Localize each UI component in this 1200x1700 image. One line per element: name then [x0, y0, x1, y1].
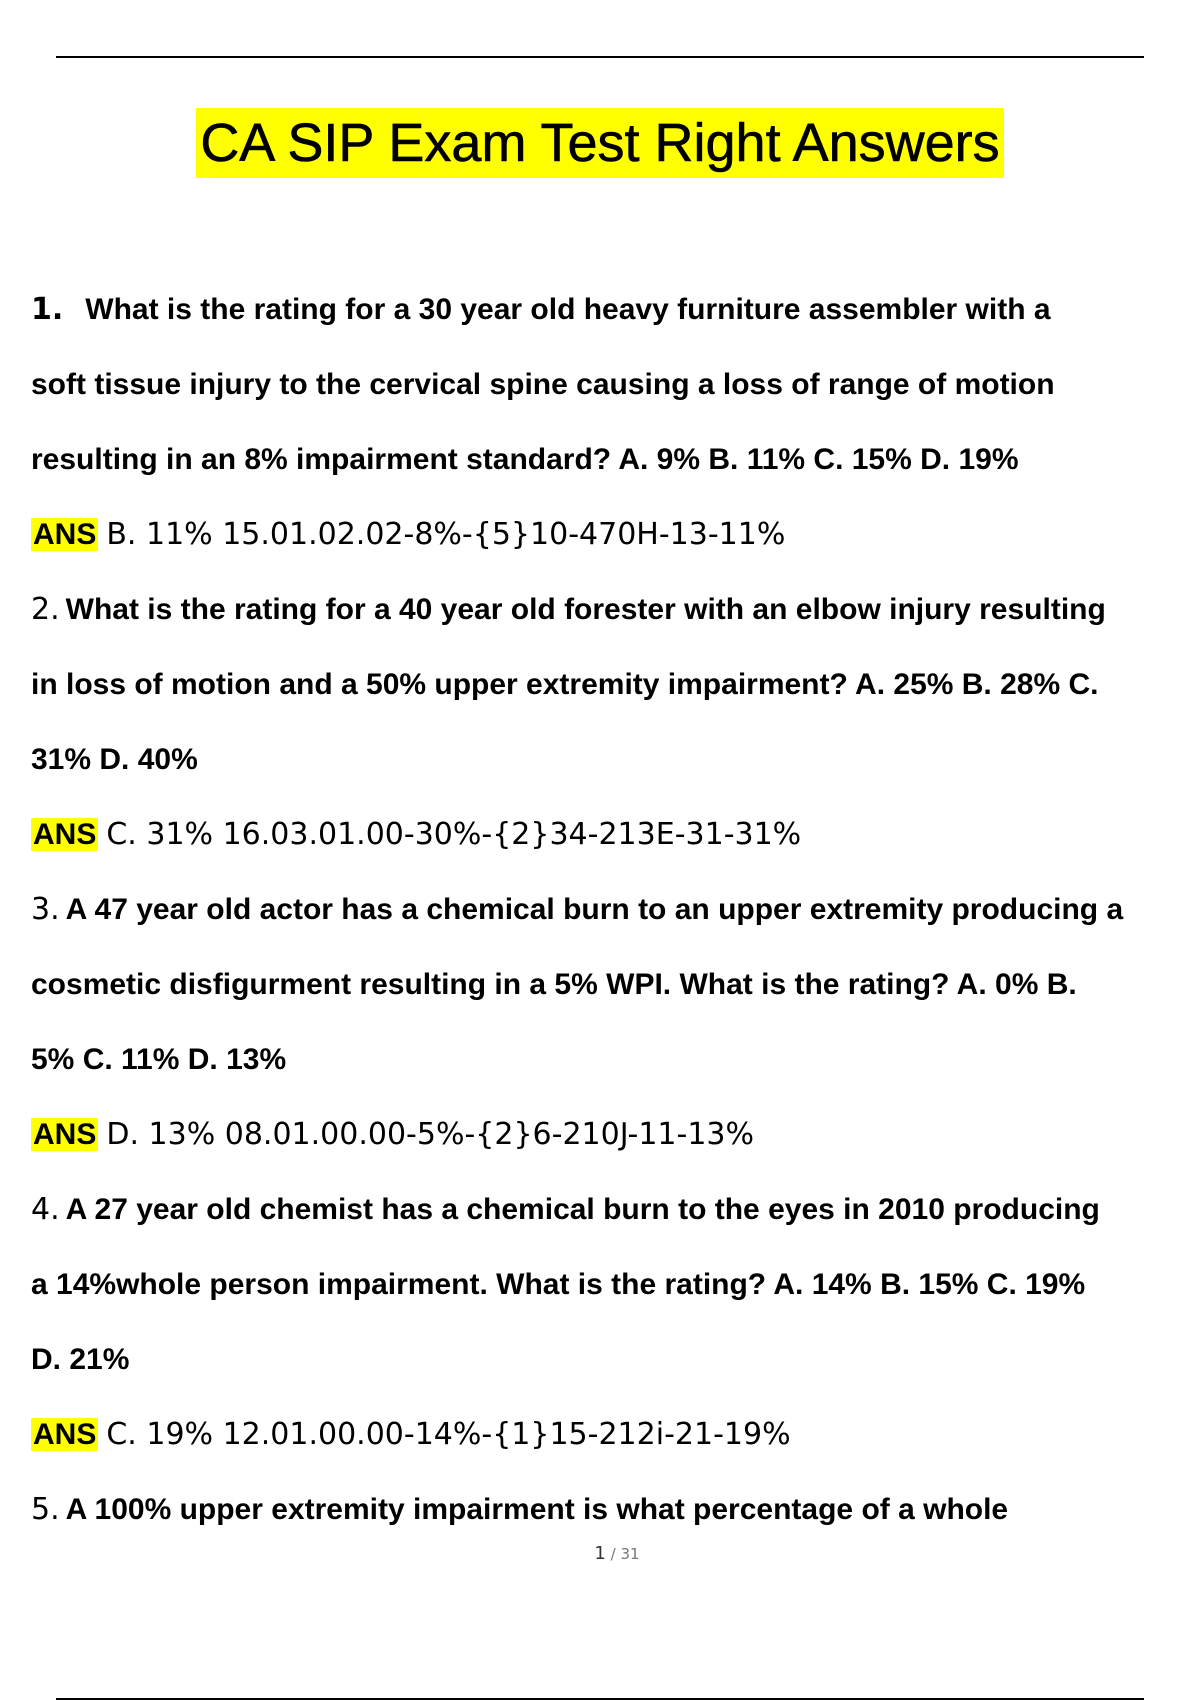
question-5: [31, 1472, 1200, 1547]
page-separator: /: [605, 1545, 621, 1563]
question-text-line: 31% D. 40%: [31, 743, 198, 776]
question-3: [31, 872, 1200, 1097]
question-2: [31, 572, 1200, 797]
question-number: 3.: [31, 892, 60, 927]
answer-text: D. 13% 08.01.00.00-5%-{2}6-210J-11-13%: [106, 1117, 754, 1152]
question-text-line: cosmetic disfigurment resulting in a 5% WPI. What is the rating? A. 0% B.: [31, 968, 1077, 1001]
question-text-line: resulting in an 8% impairment standard? A. 9% B. 11% C. 15% D. 19%: [31, 443, 1019, 476]
current-page: 1: [594, 1543, 606, 1564]
answer-tag: ANS: [33, 818, 97, 851]
answer-4: [31, 1397, 1200, 1472]
question-list: [31, 272, 1200, 1547]
answer-tag: ANS: [33, 518, 97, 551]
top-divider: [56, 56, 1144, 58]
question-text-line: A 27 year old chemist has a chemical burn to the eyes in 2010 producing: [65, 1193, 1100, 1226]
title-container: [0, 108, 1200, 178]
answer-2: [31, 797, 1200, 872]
question-4: [31, 1172, 1200, 1397]
question-text-line: D. 21%: [31, 1343, 130, 1376]
question-1: [31, 272, 1200, 497]
question-text-line: in loss of motion and a 50% upper extremity impairment? A. 25% B. 28% C.: [31, 668, 1099, 701]
answer-1: [31, 497, 1200, 572]
answer-tag: ANS: [33, 1118, 97, 1151]
question-number: 5.: [31, 1492, 60, 1527]
answer-text: B. 11% 15.01.02.02-8%-{5}10-470H-13-11%: [106, 517, 786, 552]
answer-3: [31, 1097, 1200, 1172]
question-text-line: a 14%whole person impairment. What is the rating? A. 14% B. 15% C. 19%: [31, 1268, 1086, 1301]
total-pages: 31: [620, 1545, 640, 1563]
question-number: 2.: [31, 592, 60, 627]
answer-text: C. 31% 16.03.01.00-30%-{2}34-213E-31-31%: [106, 817, 802, 852]
question-text-line: What is the rating for a 40 year old forester with an elbow injury resulting: [65, 593, 1106, 626]
question-text-line: A 47 year old actor has a chemical burn to an upper extremity producing a: [65, 893, 1124, 926]
question-text-line: What is the rating for a 30 year old heavy furniture assembler with a: [85, 293, 1051, 326]
question-number: 4.: [31, 1192, 60, 1227]
question-text-line: 5% C. 11% D. 13%: [31, 1043, 287, 1076]
answer-text: C. 19% 12.01.00.00-14%-{1}15-212i-21-19%: [106, 1417, 791, 1452]
answer-tag: ANS: [33, 1418, 97, 1451]
question-text-line: A 100% upper extremity impairment is what percentage of a whole: [65, 1493, 1009, 1526]
question-number: 1.: [31, 292, 64, 327]
question-text-line: soft tissue injury to the cervical spine causing a loss of range of motion: [31, 368, 1055, 401]
page-indicator: [0, 1543, 1200, 1564]
document-title: CA SIP Exam Test Right Answers: [196, 108, 1003, 178]
